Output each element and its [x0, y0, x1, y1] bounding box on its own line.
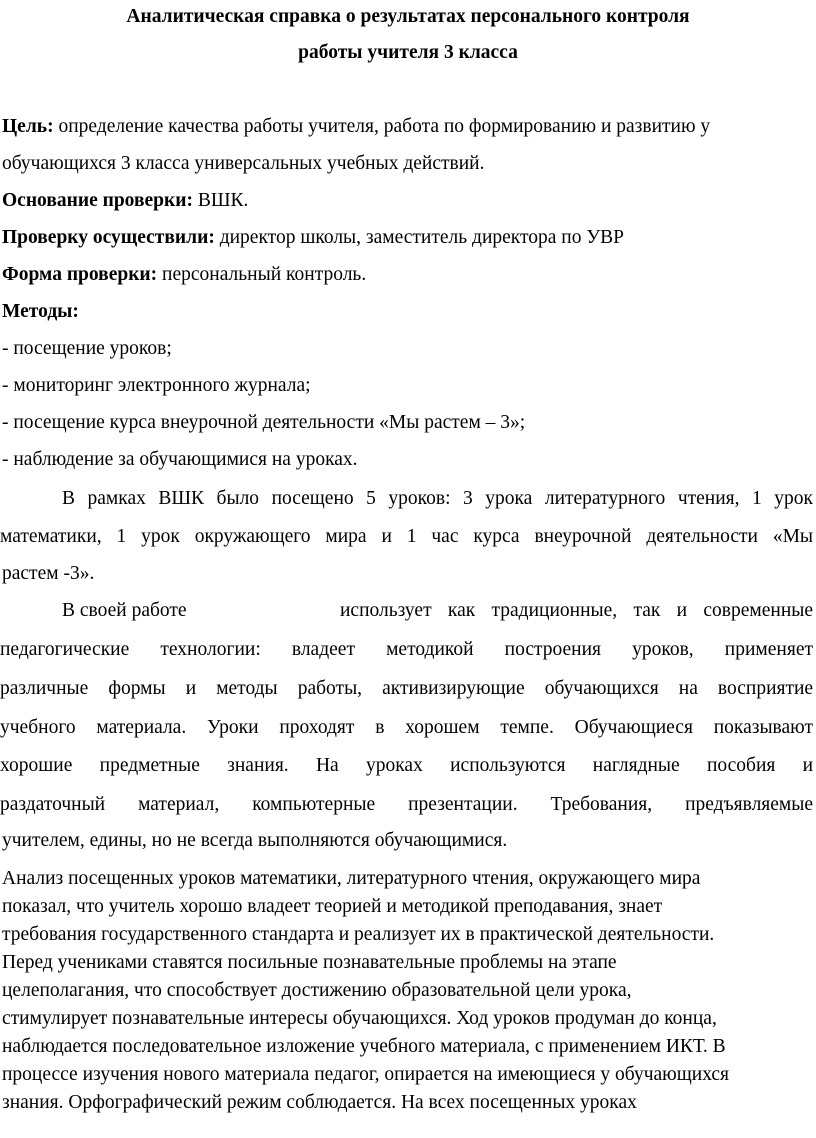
paragraph2-line: учебного материала. Уроки проходят в хорошем темпе. Обучающиеся показывают [0, 717, 813, 738]
paragraph2-line: хорошие предметные знания. На уроках используются наглядные пособия и [0, 755, 813, 776]
paragraph3-line: стимулирует познавательные интересы обучающихся. Ход уроков продуман до конца, [2, 1008, 717, 1029]
paragraph1-line: В рамках ВШК было посещено 5 уроков: 3 урока литературного чтения, 1 урок [62, 488, 813, 509]
paragraph3-line: наблюдается последовательное изложение учебного материала, с применением ИКТ. В [2, 1036, 726, 1057]
method-item: - мониторинг электронного журнала; [2, 375, 311, 396]
goal-line-1 [2, 114, 710, 140]
goal-label: Цель: [2, 116, 54, 137]
goal-text-1: определение качества работы учителя, работа по формированию и развитию у [53, 116, 711, 137]
paragraph2-line: раздаточный материал, компьютерные презентации. Требования, предъявляемые [0, 794, 813, 815]
paragraph3-line: целеполагания, что способствует достижению образовательной цели урока, [2, 980, 632, 1001]
checkers-text: директор школы, заместитель директора по УВР [214, 227, 625, 248]
paragraph2-line: учителем, едины, но не всегда выполняются обучающимися. [2, 830, 508, 851]
form-label: Форма проверки: [2, 264, 158, 285]
methods-label: Методы: [2, 301, 79, 322]
checkers-label: Проверку осуществили: [2, 227, 215, 248]
method-item: - посещение уроков; [2, 338, 172, 359]
paragraph2-line: различные формы и методы работы, активизирующие обучающихся на восприятие [0, 678, 813, 699]
form-line [2, 262, 366, 288]
paragraph3-line: показал, что учитель хорошо владеет теорией и методикой преподавания, знает [2, 896, 663, 917]
paragraph1-line: математики, 1 урок окружающего мира и 1 час курса внеурочной деятельности «Мы [0, 526, 813, 547]
basis-label: Основание проверки: [2, 190, 193, 211]
paragraph3-line: требования государственного стандарта и реализует их в практической деятельности. [2, 924, 715, 945]
document-title-line-1: Аналитическая справка о результатах персонального контроля [126, 6, 690, 27]
method-item: - наблюдение за обучающимися на уроках. [2, 449, 358, 470]
paragraph3-line: Анализ посещенных уроков математики, литературного чтения, окружающего мира [2, 868, 701, 889]
basis-line [2, 188, 248, 214]
basis-text: ВШК. [192, 190, 249, 211]
paragraph3-line: Перед учениками ставятся посильные познавательные проблемы на этапе [2, 952, 617, 973]
paragraph2-first-b: использует как традиционные, так и современные [340, 600, 813, 621]
goal-line-2: обучающихся 3 класса универсальных учебных действий. [2, 153, 485, 174]
paragraph3-line: знания. Орфографический режим соблюдается. На всех посещенных уроках [2, 1092, 637, 1113]
paragraph1-line: растем -3». [2, 563, 95, 584]
document-title-line-2: работы учителя 3 класса [298, 42, 518, 63]
method-item: - посещение курса внеурочной деятельности «Мы растем – 3»; [2, 412, 526, 433]
paragraph2-first-a: В своей работе [62, 600, 187, 621]
paragraph2-line: педагогические технологии: владеет методикой построения уроков, применяет [0, 639, 813, 660]
checkers-line [2, 225, 624, 251]
form-text: персональный контроль. [157, 264, 367, 285]
paragraph3-line: процессе изучения нового материала педагог, опирается на имеющиеся у обучающихся [2, 1064, 730, 1085]
